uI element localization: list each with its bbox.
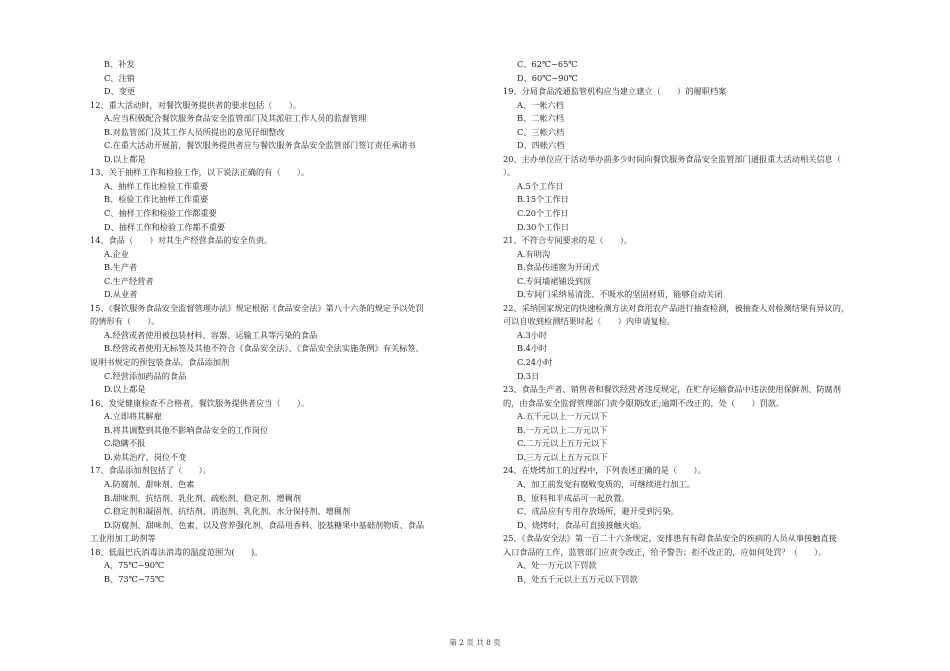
text-line: A.5个工作日 xyxy=(517,180,564,191)
text-line: D.3日 xyxy=(517,370,540,381)
text-line: 21、不符合专间要求的是（ ）。 xyxy=(503,235,633,246)
text-line: B.经营或者使用无标签及其他不符合《食品安全法》、《食品安全法实施条例》有关标签、 xyxy=(104,343,424,354)
text-line: D、四帐六档 xyxy=(517,140,565,151)
text-line: C、62℃~65℃ xyxy=(517,59,578,69)
text-line: ）。 xyxy=(503,167,516,178)
text-line: A.五千元以上一万元以下 xyxy=(517,411,608,422)
text-line: 22、采纳国家规定的快速检测方法对食用农产品进行抽查检测，被抽查人对检测结果有异议的， xyxy=(503,302,850,313)
text-line: C.在重大活动开展前，餐饮服务提供者应与餐饮服务食品安全监管部门签订责任承诺书 xyxy=(104,140,416,151)
text-line: 24、在烧烤加工的过程中，下列表述正确的是（ ）。 xyxy=(503,465,706,476)
text-line: C、成品应有专用存放场所，避开受到污染。 xyxy=(517,506,679,517)
text-line: B.将其调整到其他不影响食品安全的工作岗位 xyxy=(104,424,269,435)
text-line: D.三万元以上五万元以下 xyxy=(517,451,608,462)
text-line: B、补发 xyxy=(104,59,135,69)
text-line: D.专间门采纳易清洗、不吸水的坚固材质，能够自动关闭 xyxy=(517,289,723,300)
text-line: 14、食品（ ）对其生产经营食品的安全负责。 xyxy=(90,235,273,246)
text-line: B.食品传递窗为开闭式 xyxy=(517,262,600,273)
text-line: 16、发觉健康检查不合格者，餐饮服务提供者应当（ ）。 xyxy=(90,397,310,408)
text-line: A.企业 xyxy=(104,248,129,259)
text-line: B、检验工作比抽样工作重要 xyxy=(104,194,209,205)
text-line: C.24小时 xyxy=(517,357,553,368)
text-line: C.二万元以上五万元以下 xyxy=(517,438,608,449)
text-line: A.应当积极配合餐饮服务食品安全监管部门及其派驻工作人员的监督管理 xyxy=(104,113,367,124)
text-line: 12、重大活动时，对餐饮服务提供者的要求包括（ ）。 xyxy=(90,99,302,110)
text-line: 说明书规定的预包装食品、食品添加剂 xyxy=(90,357,230,368)
text-line: D.以上都是 xyxy=(104,153,146,164)
text-line: 19、分局食品流通监管机构应当建立建立（ ）的履职档案 xyxy=(503,86,727,97)
text-line: 18、低温巴氏消毒法消毒的温度范围为( )。 xyxy=(90,546,263,557)
text-line: C.隐瞒不报 xyxy=(104,438,146,449)
text-line: C.20个工作日 xyxy=(517,208,569,219)
page-footer: 第 2 页 共 8 页 xyxy=(449,638,501,647)
text-line: A.3小时 xyxy=(517,329,548,340)
text-line: C、注销 xyxy=(104,72,135,83)
text-line: B、73℃~75℃ xyxy=(104,573,165,584)
text-line: D.从业者 xyxy=(104,289,138,300)
text-line: A、处一万元以下罚款 xyxy=(517,560,597,571)
text-line: B、原料和半成品可一起放置。 xyxy=(517,492,630,503)
text-line: 13、关于抽样工作和检验工作，以下说法正确的有（ ）。 xyxy=(90,167,310,178)
text-line: D、抽样工作和检验工作都不重要 xyxy=(104,221,226,232)
text-line: 入口食品的工作，监管部门应责令改正，给予警告；拒不改正的，应如何处罚？（ ）。 xyxy=(503,546,827,557)
text-line: A、一帐六档 xyxy=(517,99,564,110)
text-line: D.30个工作日 xyxy=(517,221,570,232)
text-line: A.防腐剂、甜味剂、色素 xyxy=(104,478,195,489)
text-line: 工业用加工助剂等 xyxy=(90,533,156,544)
text-line: 17、食品添加剂包括了（ ）。 xyxy=(90,465,211,476)
text-line: D.劝其治疗，岗位不变 xyxy=(104,451,187,462)
text-line: C.经营添加药品的食品 xyxy=(104,370,187,381)
text-line: A.有明沟 xyxy=(517,248,551,259)
text-line: 25、《食品安全法》第一百二十六条规定，安排患有有碍食品安全的疾病的人员从事接触直接 xyxy=(503,533,837,544)
text-line: 23、食品生产者、销售者和餐饮经营者违反规定，在贮存运输食品中违法使用保鲜剂、防腐剂 xyxy=(503,384,841,395)
text-line: D、变更 xyxy=(104,86,136,97)
text-line: A、抽样工作比检验工作重要 xyxy=(104,180,209,191)
text-line: B.15个工作日 xyxy=(517,194,569,205)
text-line: C、三帐六档 xyxy=(517,126,565,137)
text-line: D、60℃~90℃ xyxy=(517,72,578,83)
text-line: B.4小时 xyxy=(517,343,548,354)
text-line: 15、《餐饮服务食品安全监督管理办法》规定根据《食品安全法》第八十六条的规定予以处罚 xyxy=(90,302,424,313)
text-line: B.对监管部门及其工作人员所提出的意见仔细整改 xyxy=(104,126,285,137)
text-line: B.一万元以上二万元以下 xyxy=(517,424,608,435)
text-line: C.稳定剂和凝固剂、抗结剂、消泡剂、乳化剂、水分保持剂、增稠剂 xyxy=(104,506,351,517)
text-line: D、烧烤时，食品可直接接触火焰。 xyxy=(517,519,647,530)
text-line: C、抽样工作和检验工作都重要 xyxy=(104,208,217,219)
text-line: B、处五千元以上五万元以下罚款 xyxy=(517,573,638,584)
text-line: A.经营或者使用被包装材料、容器、运输工具等污染的食品 xyxy=(104,329,318,340)
text-line: 20、主办单位应于活动举办前多少时间向餐饮服务食品安全监管部门通报重大活动相关信息（ xyxy=(503,153,841,164)
right-column xyxy=(503,58,908,586)
text-line: B.甜味剂、抗结剂、乳化剂、疏松剂、稳定剂、增稠剂 xyxy=(104,492,301,503)
left-column xyxy=(90,58,495,586)
text-line: D.防腐剂、甜味剂、色素、以及营养强化剂、食品用香料、胶基糖果中基础剂物质、食品 xyxy=(104,519,425,530)
text-line: 的情形有（ ）。 xyxy=(90,316,160,327)
text-line: B.生产者 xyxy=(104,262,138,273)
text-line: A.立即将其解雇 xyxy=(104,411,162,422)
text-line: 可以自收到检测结果时起（ ）内申请复检。 xyxy=(503,316,675,327)
text-line: A、75℃~90℃ xyxy=(104,560,165,571)
text-line: 的，由食品安全监督管理部门责令限期改正;逾期不改正的，处（ ）罚款。 xyxy=(503,397,785,408)
text-line: A、加工前发觉有腐败变质的，可继续进行加工。 xyxy=(517,478,695,489)
text-line: D.以上都是 xyxy=(104,384,146,395)
text-line: C.专间墙裙铺设到顶 xyxy=(517,275,592,286)
text-line: C.生产经营者 xyxy=(104,275,154,286)
text-line: B、二帐六档 xyxy=(517,113,564,124)
